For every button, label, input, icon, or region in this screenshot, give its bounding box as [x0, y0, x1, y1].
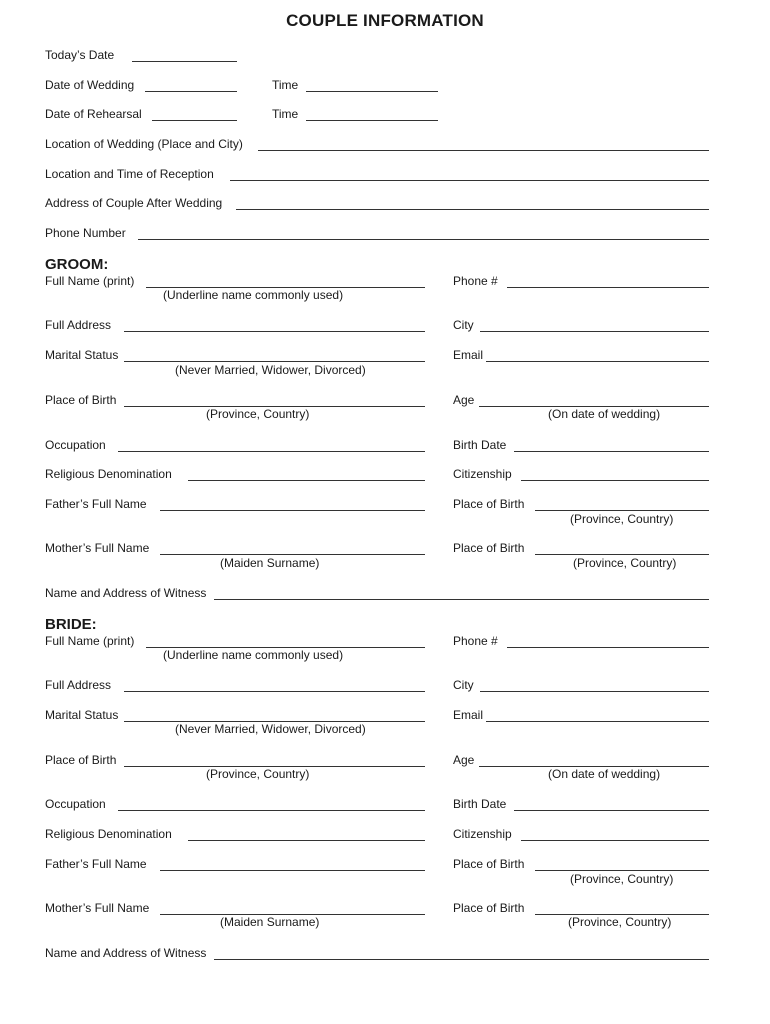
groom-phone-label: Phone #	[453, 274, 498, 288]
bride-heading: BRIDE:	[45, 616, 97, 633]
groom-mother-pob-field[interactable]	[535, 554, 709, 555]
groom-marital-field[interactable]	[124, 361, 425, 362]
groom-mother-label: Mother’s Full Name	[45, 541, 150, 555]
todays-date-field[interactable]	[132, 61, 237, 62]
bride-birth-date-label: Birth Date	[453, 797, 507, 811]
rehearsal-time-label: Time	[272, 107, 299, 121]
groom-marital-hint: (Never Married, Widower, Divorced)	[175, 363, 366, 377]
groom-witness-field[interactable]	[214, 599, 709, 600]
bride-mother-hint: (Maiden Surname)	[220, 915, 320, 929]
groom-address-label: Full Address	[45, 318, 112, 332]
bride-address-label: Full Address	[45, 678, 112, 692]
reception-location-field[interactable]	[230, 180, 709, 181]
bride-father-pob-hint: (Province, Country)	[570, 872, 674, 886]
wedding-date-label: Date of Wedding	[45, 78, 135, 92]
page-title: COUPLE INFORMATION	[286, 11, 484, 30]
groom-religion-field[interactable]	[188, 480, 425, 481]
groom-mother-pob-label: Place of Birth	[453, 541, 525, 555]
groom-father-label: Father’s Full Name	[45, 497, 147, 511]
address-after-field[interactable]	[236, 209, 709, 210]
bride-witness-field[interactable]	[214, 959, 709, 960]
bride-full-name-hint: (Underline name commonly used)	[163, 648, 344, 662]
groom-email-label: Email	[453, 348, 484, 362]
groom-heading: GROOM:	[45, 256, 109, 273]
groom-phone-field[interactable]	[507, 287, 709, 288]
groom-full-name-label: Full Name (print)	[45, 274, 135, 288]
groom-age-hint: (On date of wedding)	[548, 407, 661, 421]
groom-father-pob-field[interactable]	[535, 510, 709, 511]
wedding-location-field[interactable]	[258, 150, 709, 151]
bride-city-label: City	[453, 678, 474, 692]
address-after-label: Address of Couple After Wedding	[45, 196, 223, 210]
groom-birth-date-label: Birth Date	[453, 438, 507, 452]
bride-city-field[interactable]	[480, 691, 709, 692]
reception-location-label: Location and Time of Reception	[45, 167, 214, 181]
wedding-time-field[interactable]	[306, 91, 438, 92]
bride-father-pob-label: Place of Birth	[453, 857, 525, 871]
phone-number-field[interactable]	[138, 239, 709, 240]
groom-full-name-hint: (Underline name commonly used)	[163, 288, 344, 302]
bride-father-field[interactable]	[160, 870, 425, 871]
bride-mother-pob-label: Place of Birth	[453, 901, 525, 915]
bride-age-hint: (On date of wedding)	[548, 767, 661, 781]
bride-mother-label: Mother’s Full Name	[45, 901, 150, 915]
groom-mother-hint: (Maiden Surname)	[220, 556, 320, 570]
bride-religion-label: Religious Denomination	[45, 827, 172, 841]
bride-father-label: Father’s Full Name	[45, 857, 147, 871]
groom-religion-label: Religious Denomination	[45, 467, 172, 481]
groom-mother-pob-hint: (Province, Country)	[573, 556, 677, 570]
bride-religion-field[interactable]	[188, 840, 425, 841]
bride-address-field[interactable]	[124, 691, 425, 692]
groom-city-label: City	[453, 318, 474, 332]
bride-pob-label: Place of Birth	[45, 753, 117, 767]
bride-pob-hint: (Province, Country)	[206, 767, 310, 781]
groom-occupation-field[interactable]	[118, 451, 425, 452]
wedding-location-label: Location of Wedding (Place and City)	[45, 137, 243, 151]
bride-citizenship-label: Citizenship	[453, 827, 512, 841]
groom-witness-label: Name and Address of Witness	[45, 586, 207, 600]
groom-citizenship-field[interactable]	[521, 480, 709, 481]
bride-witness-label: Name and Address of Witness	[45, 946, 207, 960]
bride-occupation-label: Occupation	[45, 797, 106, 811]
bride-marital-label: Marital Status	[45, 708, 119, 722]
todays-date-label: Today’s Date	[45, 48, 115, 62]
groom-mother-field[interactable]	[160, 554, 425, 555]
groom-pob-label: Place of Birth	[45, 393, 117, 407]
bride-birth-date-field[interactable]	[514, 810, 709, 811]
rehearsal-date-label: Date of Rehearsal	[45, 107, 142, 121]
groom-father-field[interactable]	[160, 510, 425, 511]
bride-citizenship-field[interactable]	[521, 840, 709, 841]
bride-email-field[interactable]	[486, 721, 709, 722]
bride-mother-pob-hint: (Province, Country)	[568, 915, 672, 929]
groom-pob-hint: (Province, Country)	[206, 407, 310, 421]
groom-city-field[interactable]	[480, 331, 709, 332]
groom-birth-date-field[interactable]	[514, 451, 709, 452]
groom-age-label: Age	[453, 393, 475, 407]
groom-marital-label: Marital Status	[45, 348, 119, 362]
bride-phone-field[interactable]	[507, 647, 709, 648]
bride-marital-hint: (Never Married, Widower, Divorced)	[175, 722, 366, 736]
groom-occupation-label: Occupation	[45, 438, 106, 452]
rehearsal-date-field[interactable]	[152, 120, 237, 121]
groom-citizenship-label: Citizenship	[453, 467, 512, 481]
groom-father-pob-hint: (Province, Country)	[570, 512, 674, 526]
bride-full-name-label: Full Name (print)	[45, 634, 135, 648]
wedding-time-label: Time	[272, 78, 299, 92]
groom-father-pob-label: Place of Birth	[453, 497, 525, 511]
groom-email-field[interactable]	[486, 361, 709, 362]
phone-number-label: Phone Number	[45, 226, 126, 240]
bride-age-label: Age	[453, 753, 475, 767]
bride-phone-label: Phone #	[453, 634, 498, 648]
rehearsal-time-field[interactable]	[306, 120, 438, 121]
groom-address-field[interactable]	[124, 331, 425, 332]
bride-occupation-field[interactable]	[118, 810, 425, 811]
bride-father-pob-field[interactable]	[535, 870, 709, 871]
bride-email-label: Email	[453, 708, 484, 722]
wedding-date-field[interactable]	[145, 91, 237, 92]
